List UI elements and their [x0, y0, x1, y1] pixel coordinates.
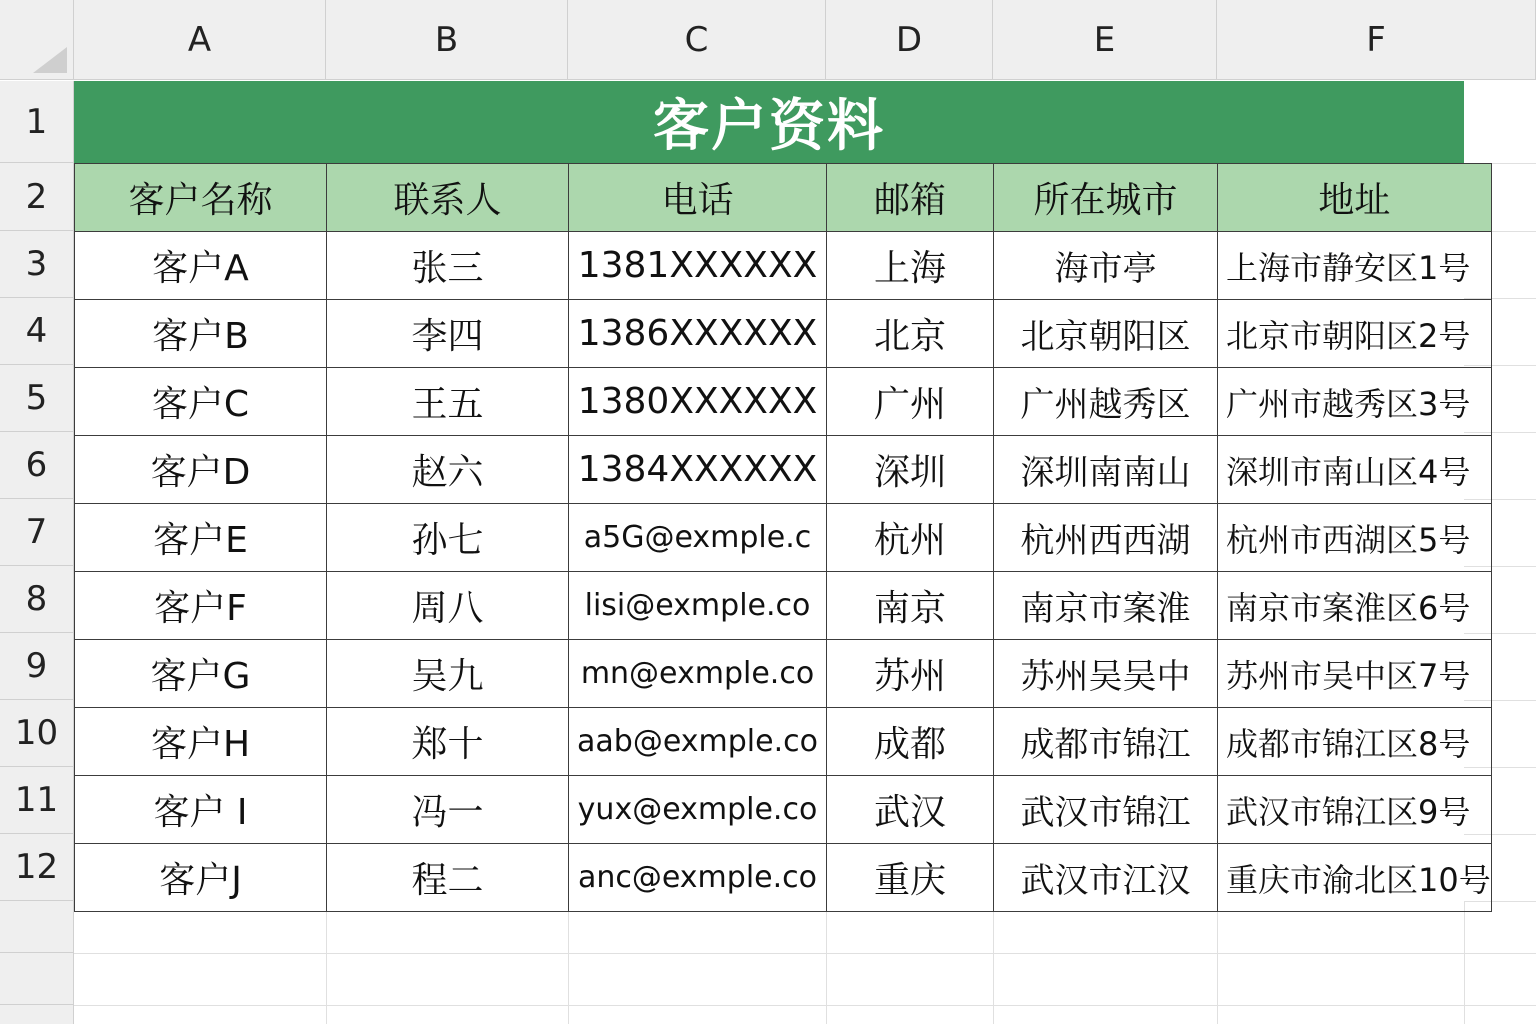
- cell[interactable]: 1381XXXXXX: [569, 232, 827, 300]
- cell[interactable]: 客户F: [75, 572, 327, 640]
- cell[interactable]: 武汉: [827, 776, 994, 844]
- cell[interactable]: 武汉市锦江区9号: [1218, 776, 1492, 844]
- cell[interactable]: 武汉市江汉: [994, 844, 1218, 912]
- cell[interactable]: aab@exmple.co: [569, 708, 827, 776]
- table-row: [75, 436, 1492, 504]
- cell[interactable]: 广州市越秀区3号: [1218, 368, 1492, 436]
- header-cell-phone[interactable]: 电话: [569, 164, 827, 232]
- cell[interactable]: 重庆市渝北区10号: [1218, 844, 1492, 912]
- column-header-b[interactable]: B: [326, 0, 568, 80]
- cell[interactable]: 客户E: [75, 504, 327, 572]
- row-header-13[interactable]: [0, 901, 74, 953]
- cell[interactable]: 杭州西西湖: [994, 504, 1218, 572]
- row-header-11[interactable]: 11: [0, 767, 74, 834]
- cell[interactable]: 客户D: [75, 436, 327, 504]
- column-header-d[interactable]: D: [826, 0, 993, 80]
- header-cell-email[interactable]: 邮箱: [827, 164, 994, 232]
- table-row: [75, 368, 1492, 436]
- cell[interactable]: 张三: [327, 232, 569, 300]
- table-row: [75, 708, 1492, 776]
- table-row: [75, 232, 1492, 300]
- table-row: [75, 300, 1492, 368]
- cell[interactable]: 1384XXXXXX: [569, 436, 827, 504]
- cell[interactable]: 客户C: [75, 368, 327, 436]
- cell[interactable]: 深圳: [827, 436, 994, 504]
- table-header-row: [75, 164, 1492, 232]
- cell[interactable]: 苏州市吴中区7号: [1218, 640, 1492, 708]
- header-cell-city[interactable]: 所在城市: [994, 164, 1218, 232]
- gridline: [74, 1005, 1536, 1006]
- cell[interactable]: 客户 I: [75, 776, 327, 844]
- header-cell-customer-name[interactable]: 客户名称: [75, 164, 327, 232]
- cell[interactable]: 南京市案淮: [994, 572, 1218, 640]
- cell[interactable]: anc@exmple.co: [569, 844, 827, 912]
- cell[interactable]: 赵六: [327, 436, 569, 504]
- cell[interactable]: 程二: [327, 844, 569, 912]
- cell[interactable]: 北京市朝阳区2号: [1218, 300, 1492, 368]
- header-cell-address[interactable]: 地址: [1218, 164, 1492, 232]
- row-header-9[interactable]: 9: [0, 633, 74, 700]
- cell[interactable]: 成都: [827, 708, 994, 776]
- row-header-8[interactable]: 8: [0, 566, 74, 633]
- cell[interactable]: 南京市案淮区6号: [1218, 572, 1492, 640]
- row-header-2[interactable]: 2: [0, 163, 74, 231]
- cell[interactable]: 南京: [827, 572, 994, 640]
- select-all-corner[interactable]: [0, 0, 74, 80]
- cell[interactable]: 广州: [827, 368, 994, 436]
- cell[interactable]: 吴九: [327, 640, 569, 708]
- row-header-7[interactable]: 7: [0, 499, 74, 566]
- cell[interactable]: 杭州: [827, 504, 994, 572]
- header-cell-contact[interactable]: 联系人: [327, 164, 569, 232]
- cell[interactable]: 王五: [327, 368, 569, 436]
- cell[interactable]: 客户G: [75, 640, 327, 708]
- cell[interactable]: 北京朝阳区: [994, 300, 1218, 368]
- sheet-title-cell[interactable]: 客户资料: [74, 81, 1464, 163]
- row-header-4[interactable]: 4: [0, 298, 74, 365]
- cell[interactable]: 上海市静安区1号: [1218, 232, 1492, 300]
- cell[interactable]: a5G@exmple.c: [569, 504, 827, 572]
- cell[interactable]: 苏州吴吴中: [994, 640, 1218, 708]
- row-header-10[interactable]: 10: [0, 700, 74, 767]
- cell[interactable]: 深圳市南山区4号: [1218, 436, 1492, 504]
- cell[interactable]: 客户H: [75, 708, 327, 776]
- table-row: [75, 776, 1492, 844]
- row-header-5[interactable]: 5: [0, 365, 74, 432]
- cell[interactable]: 郑十: [327, 708, 569, 776]
- cell[interactable]: 客户A: [75, 232, 327, 300]
- cell[interactable]: 成都市锦江区8号: [1218, 708, 1492, 776]
- cell[interactable]: 苏州: [827, 640, 994, 708]
- table-row: [75, 844, 1492, 912]
- customer-table: [74, 163, 1492, 912]
- cell[interactable]: 广州越秀区: [994, 368, 1218, 436]
- cell[interactable]: 海市亭: [994, 232, 1218, 300]
- cell[interactable]: 1386XXXXXX: [569, 300, 827, 368]
- table-row: [75, 504, 1492, 572]
- table-row: [75, 640, 1492, 708]
- column-header-c[interactable]: C: [568, 0, 826, 80]
- cell[interactable]: 上海: [827, 232, 994, 300]
- cell[interactable]: 成都市锦江: [994, 708, 1218, 776]
- cell[interactable]: 杭州市西湖区5号: [1218, 504, 1492, 572]
- row-header-12[interactable]: 12: [0, 834, 74, 901]
- column-header-a[interactable]: A: [74, 0, 326, 80]
- cell[interactable]: mn@exmple.co: [569, 640, 827, 708]
- cell[interactable]: lisi@exmple.co: [569, 572, 827, 640]
- cell[interactable]: 1380XXXXXX: [569, 368, 827, 436]
- select-all-icon: [33, 47, 67, 73]
- row-header-15[interactable]: [0, 1005, 74, 1024]
- cell[interactable]: 李四: [327, 300, 569, 368]
- cell[interactable]: 冯一: [327, 776, 569, 844]
- table-row: [75, 572, 1492, 640]
- cell[interactable]: 客户B: [75, 300, 327, 368]
- row-header-6[interactable]: 6: [0, 432, 74, 499]
- cell[interactable]: 深圳南南山: [994, 436, 1218, 504]
- cell[interactable]: 周八: [327, 572, 569, 640]
- cell[interactable]: 北京: [827, 300, 994, 368]
- cell[interactable]: 重庆: [827, 844, 994, 912]
- gridline: [74, 953, 1536, 954]
- column-header-f[interactable]: F: [1217, 0, 1536, 80]
- cell[interactable]: 客户J: [75, 844, 327, 912]
- row-header-3[interactable]: 3: [0, 231, 74, 298]
- column-header-e[interactable]: E: [993, 0, 1217, 80]
- cell[interactable]: yux@exmple.co: [569, 776, 827, 844]
- cell[interactable]: 武汉市锦江: [994, 776, 1218, 844]
- cell[interactable]: 孙七: [327, 504, 569, 572]
- row-header-1[interactable]: 1: [0, 81, 74, 163]
- row-header-14[interactable]: [0, 953, 74, 1005]
